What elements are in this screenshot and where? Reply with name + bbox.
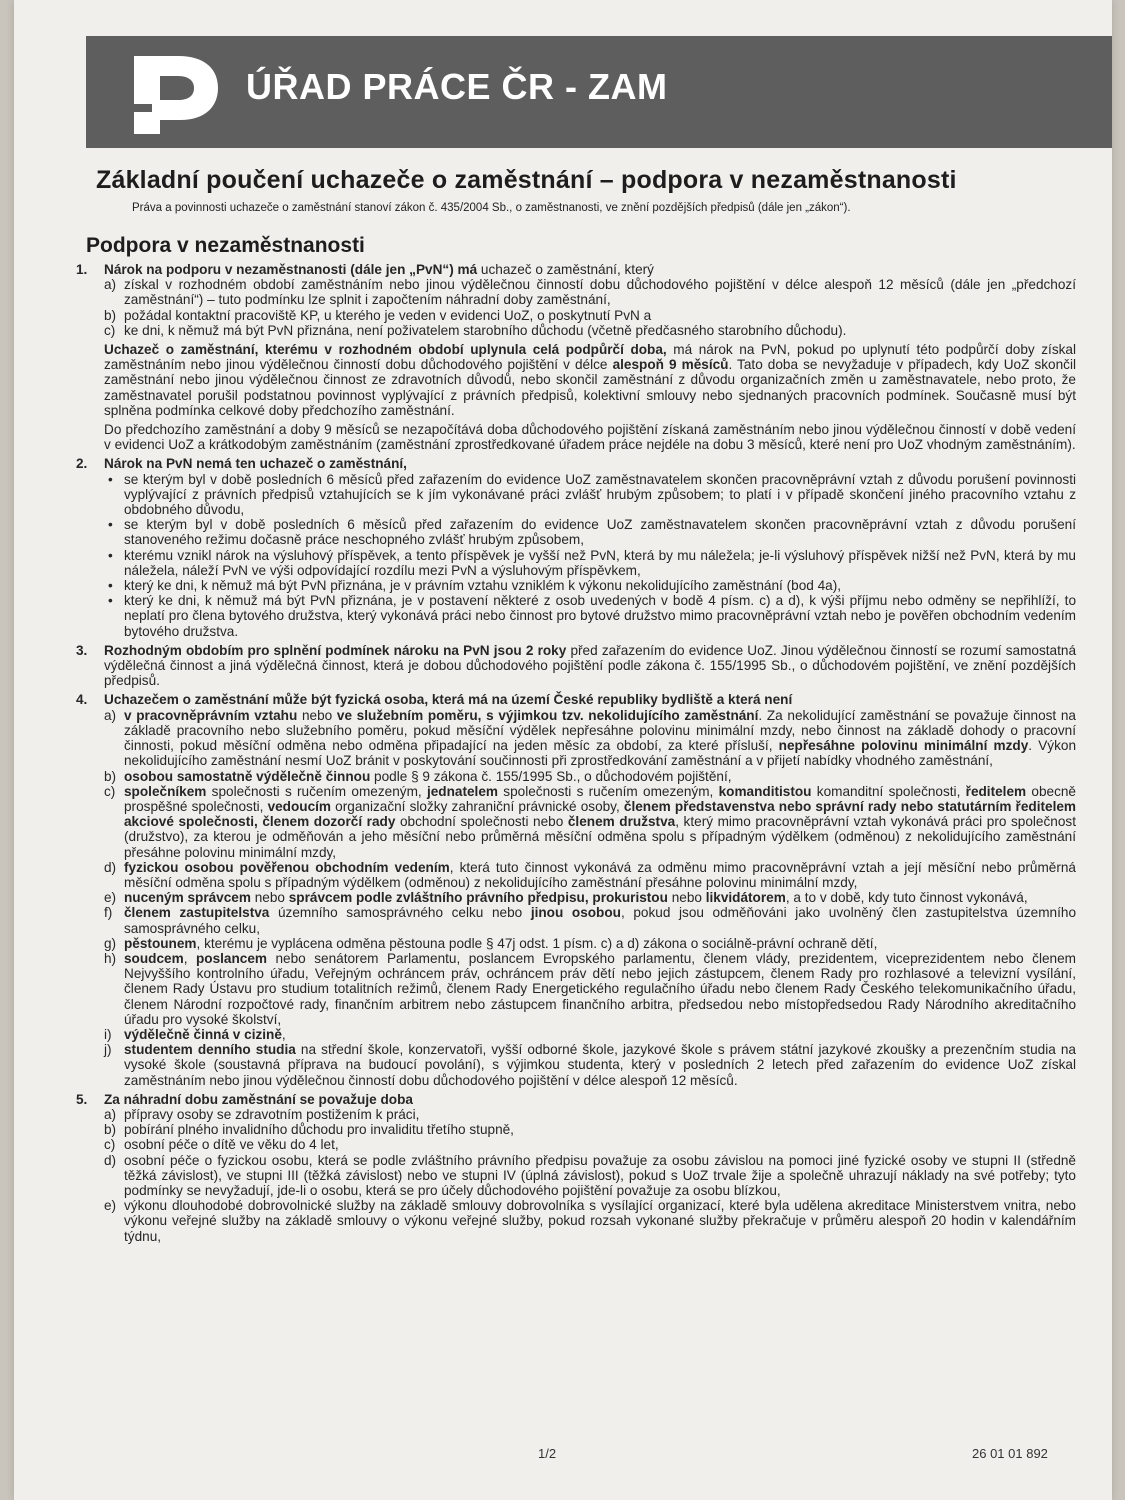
org-name: ÚŘAD PRÁCE ČR - ZAM <box>246 66 668 107</box>
item-lead: Uchazečem o zaměstnání může být fyzická osoba, která má na území České republiky bydliště a která není <box>104 692 793 708</box>
item-text: Rozhodným obdobím pro splnění podmínek nároku na PvN jsou 2 roky před zařazením do evidence UoZ. Jinou výdělečnou činností se rozumí samostatná výdělečná činnost a jiná výdělečná činnost, která je dobou důchodového pojištění podle zákona č. 155/1995 Sb., o důchodovém pojištění, ve znění pozdějších předpisů. <box>104 642 1077 689</box>
page-number: 1/2 <box>538 1446 557 1461</box>
item-2 <box>58 456 1076 638</box>
item-5-d: d) osobní péče o fyzickou osobu, která se podle zvláštního právního předpisu považuje za osobu závislou na pomoci jiné fyzické osoby ve stupni II (středně těžká závislost), ve stupni III (těžká závislost) nebo ve stupni IV (úplná závislost), pokud s UoZ trvale žije a společně uhrazují náklady na své potřeby; tyto podmínky se nevyžadují, jde-li o osobu, která se pro účely důchodového pojištění považuje za osobu blízkou, <box>104 1152 1076 1198</box>
item-number: 4. <box>76 692 88 708</box>
header-bar <box>86 36 1112 148</box>
item-number: 1. <box>76 262 88 277</box>
item-4-i: i) výdělečně činná v cizině, <box>104 1026 286 1042</box>
item-4-g: g) pěstounem, kterému je vyplácena odměna pěstouna podle § 47j odst. 1 písm. c) a d) zákona o sociálně-právní ochraně dětí, <box>104 935 878 951</box>
item-2-bullets <box>104 472 1076 639</box>
list-item: • se kterým byl v době posledních 6 měsíců před zařazením do evidence UoZ zaměstnavatelem skončen pracovněprávní vztah z důvodu porušení stanoveného režimu dočasně práce neschopného zvlášť hrubým způsobem, <box>104 517 1076 547</box>
item-4-c: c) společníkem společnosti s ručením omezeným, jednatelem společnosti s ručením omezeným, komanditistou komanditní společnosti, ředitelem obecně prospěšné společnosti, vedoucím organizační složky zahraniční právnické osoby, členem představenstva nebo správní rady nebo statutárním ředitelem akciové společnosti, členem dozorčí rady obchodní společnosti nebo členem družstva, který mimo pracovněprávní vztah vykonává práci pro společnost (družstvo), za kterou je odměňován a jeho měsíční nebo průměrná měsíční odměna spolu s případným výdělkem (odměnou) z nekolidujícího zaměstnání přesáhne polovinu minimální mzdy, <box>104 783 1076 860</box>
item-5-e: e) výkonu dlouhodobé dobrovolnické služby na základě smlouvy dobrovolníka s vysílající organizací, které byla udělena akreditace Ministerstvem vnitra, nebo výkonu veřejné služby na základě smlouvy o výkonu veřejné služby, pokud rozsah vykonané služby překračuje v průměru alespoň 20 hodin v kalendářním týdnu, <box>104 1198 1076 1244</box>
item-1 <box>58 262 1076 452</box>
item-1-paragraph-1: Uchazeč o zaměstnání, kterému v rozhodném období uplynula celá podpůrčí doba, má nárok na PvN, pokud po uplynutí této podpůrčí doby získal zaměstnáním nebo jinou výdělečnou činností dobu důchodového pojištění v délce alespoň 9 měsíců. Tato doba se nevyžaduje v případech, kdy UoZ skončil zaměstnání nebo jinou výdělečnou činnost ze zdravotních důvodů, nebo skončil zaměstnání z důvodu organizačních změn u zaměstnavatele, nebo proto, že zaměstnavatel porušil podstatnou povinnost vyplývající z právních předpisů, kolektivní smlouvy nebo sjednaných pracovních podmínek. Současně musí být splněna podmínka celkové doby předchozího zaměstnání. <box>104 342 1076 418</box>
logo-icon <box>126 46 226 147</box>
item-5-c: c) osobní péče o dítě ve věku do 4 let, <box>104 1137 339 1153</box>
item-1-b: b) požádal kontaktní pracoviště KP, u kterého je veden v evidenci UoZ, o poskytnutí PvN a <box>104 307 652 323</box>
item-5-b: b) pobírání plného invalidního důchodu pro invaliditu třetího stupně, <box>104 1122 514 1138</box>
item-4-a: a) v pracovněprávním vztahu nebo ve služebním poměru, s výjimkou tzv. nekolidujícího zaměstnání. Za nekolidující zaměstnání se považuje činnost na základě pracovního nebo služebního poměru, pokud měsíční výdělek nepřesáhne polovinu minimální mzdy, nebo činnost na základě dohody o pracovní činnosti, pokud měsíční odměna nebo odměna připadající na jeden měsíc za období, za které přísluší, nepřesáhne polovinu minimální mzdy. Výkon nekolidujícího zaměstnání nesmí UoZ bránit v poskytování součinnosti při zprostředkování zaměstnání a v přijetí nabídky vhodného zaměstnání, <box>104 707 1077 769</box>
list-item: • který ke dni, k němuž má být PvN přiznána, je v právním vztahu vzniklém k výkonu nekolidujícího zaměstnání (bod 4a), <box>104 578 1076 593</box>
item-1-c: c) ke dni, k němuž má být PvN přiznána, není poživatelem starobního důchodu (včetně předčasného starobního důchodu). <box>104 322 847 338</box>
item-lead: Nárok na PvN nemá ten uchazeč o zaměstnání, <box>104 456 407 472</box>
item-4-d: d) fyzickou osobou pověřenou obchodním vedením, která tuto činnost vykonává za odměnu mimo pracovněprávní vztah a její měsíční nebo průměrná měsíční odměna spolu s případným výdělkem (odměnou) z nekolidujícího zaměstnání přesáhne polovinu minimální mzdy, <box>104 859 1076 890</box>
item-1-paragraph-2: Do předchozího zaměstnání a doby 9 měsíců se nezapočítává doba důchodového pojištění získaná zaměstnáním nebo jinou výdělečnou činností v době vedení v evidenci UoZ a krátkodobým zaměstnáním (zaměstnání zprostředkované úřadem práce nejdéle na dobu 3 měsíců, které není pro UoZ vhodným zaměstnáním). <box>104 422 1076 453</box>
document-title: Základní poučení uchazeče o zaměstnání – podpora v nezaměstnanosti <box>96 166 957 194</box>
item-4-b: b) osobou samostatně výdělečně činnou podle § 9 zákona č. 155/1995 Sb., o důchodovém pojištění, <box>104 768 732 784</box>
section-title: Podpora v nezaměstnanosti <box>86 234 365 257</box>
item-4-e: e) nuceným správcem nebo správcem podle zvláštního právního předpisu, prokuristou nebo likvidátorem, a to v době, kdy tuto činnost vykonává, <box>104 890 1028 906</box>
item-5 <box>58 1092 1076 1244</box>
item-lead: Nárok na podporu v nezaměstnanosti (dále jen „PvN“) má uchazeč o zaměstnání, který <box>104 262 654 277</box>
item-4 <box>58 692 1076 1087</box>
item-1-a: a) získal v rozhodném období zaměstnáním nebo jinou výdělečnou činností dobu důchodového pojištění v délce alespoň 12 měsíců (dále jen „předchozí zaměstnání“) – tuto podmínku lze splnit i započtením náhradní doby zaměstnání, <box>104 277 1076 308</box>
item-4-h: h) soudcem, poslancem nebo senátorem Parlamentu, poslancem Evropského parlamentu, členem vlády, prezidentem, viceprezidentem nebo členem Nejvyššího kontrolního úřadu, Veřejným ochráncem práv, ochráncem práv dětí nebo jejich zástupcem, členem Rady pro rozhlasové a televizní vysílání, členem Rady Ústavu pro studium totalitních režimů, členem Rady Energetického regulačního úřadu nebo členem Rady Českého telekomunikačního úřadu, členem Národní rozpočtové rady, finančním arbitrem nebo zástupcem finančního arbitra, předsedou nebo místopředsedou Rady Národního akreditačního úřadu pro vysoké školství, <box>104 950 1076 1027</box>
item-number: 3. <box>76 642 88 658</box>
list-item: • kterému vznikl nárok na výsluhový příspěvek, a tento příspěvek je vyšší než PvN, která by mu náležela; je-li výsluhový příspěvek nižší než PvN, která by mu náležela, náleží PvN ve výši odpovídající rozdílu mezi PvN a výsluhovým příspěvkem, <box>104 548 1076 578</box>
document-subtitle: Práva a povinnosti uchazeče o zaměstnání stanoví zákon č. 435/2004 Sb., o zaměstnanosti, ve znění pozdějších předpisů (dále jen „zákon“). <box>132 202 851 214</box>
list-item: • se kterým byl v době posledních 6 měsíců před zařazením do evidence UoZ zaměstnavatelem skončen pracovněprávní vztah z důvodu porušení povinnosti vyplývající z právních předpisů vztahujících se k jím vykonávané práci zvlášť hrubým způsobem; to platí i v případě skončení jiného pracovního vztahu z obdobného důvodu, <box>104 472 1076 518</box>
item-number: 2. <box>76 456 88 472</box>
item-4-f: f) členem zastupitelstva územního samosprávného celku nebo jinou osobou, pokud jsou odměňováni jako uvolněný člen zastupitelstva územního samosprávného celku, <box>104 905 1077 936</box>
item-4-j: j) studentem denního studia na střední škole, konzervatoři, vyšší odborné škole, jazykové škole s právem státní jazykové zkoušky a prezenčním studia na vysoké škole (soustavná příprava na budoucí povolání), s výjimkou studenta, který v posledních 2 letech před zařazením do evidence UoZ získal zaměstnáním nebo jinou výdělečnou činností dobu důchodového pojištění v délce alespoň 12 měsíců. <box>104 1042 1076 1088</box>
list-item: • který ke dni, k němuž má být PvN přiznána, je v postavení některé z osob uvedených v bodě 4 písm. c) a d), k výši příjmu nebo odměny se nepřihlíží, to neplatí pro člena bytového družstva, který vykonává práci nebo činnost pro bytové družstvo mimo pracovněprávní vztah nebo je pověřen obchodním vedením bytového družstva. <box>104 593 1076 639</box>
item-number: 5. <box>76 1091 88 1107</box>
document-page <box>14 0 1112 1500</box>
content-body <box>58 262 1076 1248</box>
item-5-a: a) přípravy osoby se zdravotním postižením k práci, <box>104 1106 420 1122</box>
document-code: 26 01 01 892 <box>972 1446 1048 1461</box>
item-3 <box>58 643 1076 689</box>
item-lead: Za náhradní dobu zaměstnání se považuje doba <box>104 1091 413 1107</box>
